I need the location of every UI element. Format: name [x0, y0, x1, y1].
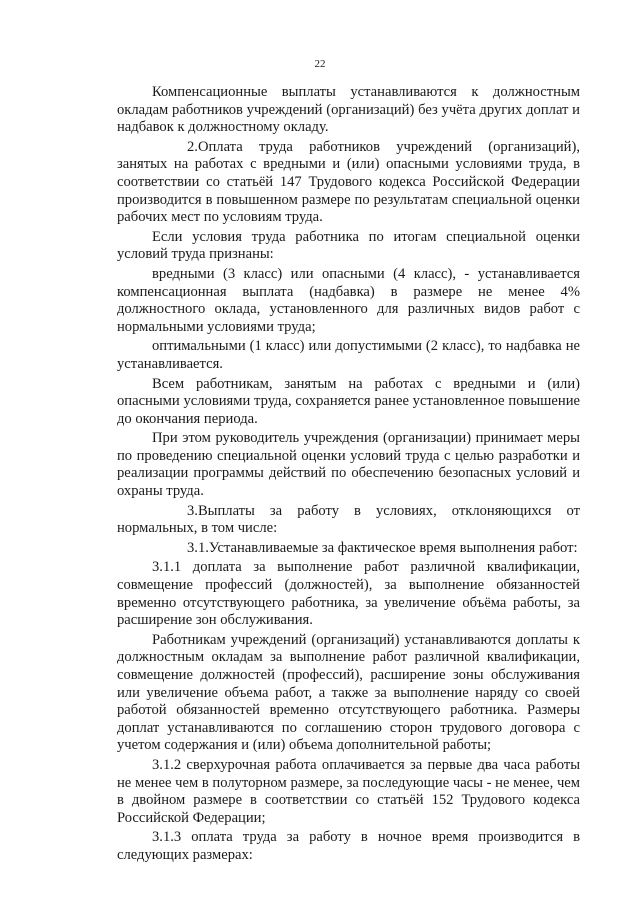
- paragraph-item-3: [117, 503, 580, 538]
- paragraph-item-3-1-1: 3.1.1 доплата за выполнение работ различной квалификации, совмещение профессий (должностей), за выполнение обязанностей временно отсутствующего работника, за увеличение объёма работы, за расширение зон обслуживания.: [117, 559, 580, 629]
- paragraph-item-3-1-2: 3.1.2 сверхурочная работа оплачивается за первые два часа работы не менее чем в полуторном размере, за последующие часы - не менее, чем в двойном размере в соответствии со статьёй 152 Трудового кодекса Российской Федерации;: [117, 756, 580, 826]
- paragraph-all-workers: Всем работникам, занятым на работах с вредными и (или) опасными условиями труда, сохраняется ранее установленное повышение до окончания периода.: [117, 375, 580, 427]
- paragraph-text: Оплата труда работников учреждений (организаций), занятых на работах с вредными и (или) опасными условиями труда, в соответствии со статьёй 147 Трудового кодекса Российской Федерации производится в повышенном размере по результатам специальной оценки рабочих мест по условиям труда.: [117, 138, 580, 226]
- paragraph-text: Устанавливаемые за фактическое время выполнения работ:: [208, 539, 578, 556]
- paragraph-text: Выплаты за работу в условиях, отклоняющихся от нормальных, в том числе:: [117, 502, 580, 537]
- paragraph-item-3-1-3: 3.1.3 оплата труда за работу в ночное время производится в следующих размерах:: [117, 829, 580, 863]
- item-number: 2.: [187, 138, 198, 155]
- document-body: [117, 84, 580, 867]
- page-number: 22: [314, 58, 326, 70]
- paragraph-optimal-class: оптимальными (1 класс) или допустимыми (2 класс), то надбавка не устанавливается.: [117, 338, 580, 372]
- item-number: 3.: [187, 502, 198, 519]
- item-number: 3.1.: [187, 539, 209, 556]
- paragraph-head-measures: При этом руководитель учреждения (организации) принимает меры по проведению специальной оценки условий труда с целью разработки и реализации программы действий по обеспечению безопасных условий и охраны труда.: [117, 430, 580, 500]
- paragraph-compensation-base: Компенсационные выплаты устанавливаются к должностным окладам работников учреждений (организаций) без учёта других доплат и надбавок к должностному окладу.: [117, 84, 580, 136]
- paragraph-item-2: [117, 139, 580, 227]
- paragraph-item-3-1: [117, 540, 580, 558]
- paragraph-additional-payments: Работникам учреждений (организаций) устанавливаются доплаты к должностным окладам за выполнение работ различной квалификации, совмещение должностей (профессий), расширение зоны обслуживания или увеличение объема работ, а также за выполнение наряду со своей работой обязанностей временно отсутствующего работника. Размеры доплат устанавливаются по соглашению сторон трудового договора с учетом содержания и (или) объема дополнительной работы;: [117, 631, 580, 754]
- paragraph-harmful-class: вредными (3 класс) или опасными (4 класс), - устанавливается компенсационная выплата (надбавка) в размере не менее 4% должностного оклада, установленного для различных видов работ с нормальными условиями труда;: [117, 265, 580, 335]
- paragraph-conditions-intro: Если условия труда работника по итогам специальной оценки условий труда признаны:: [117, 228, 580, 263]
